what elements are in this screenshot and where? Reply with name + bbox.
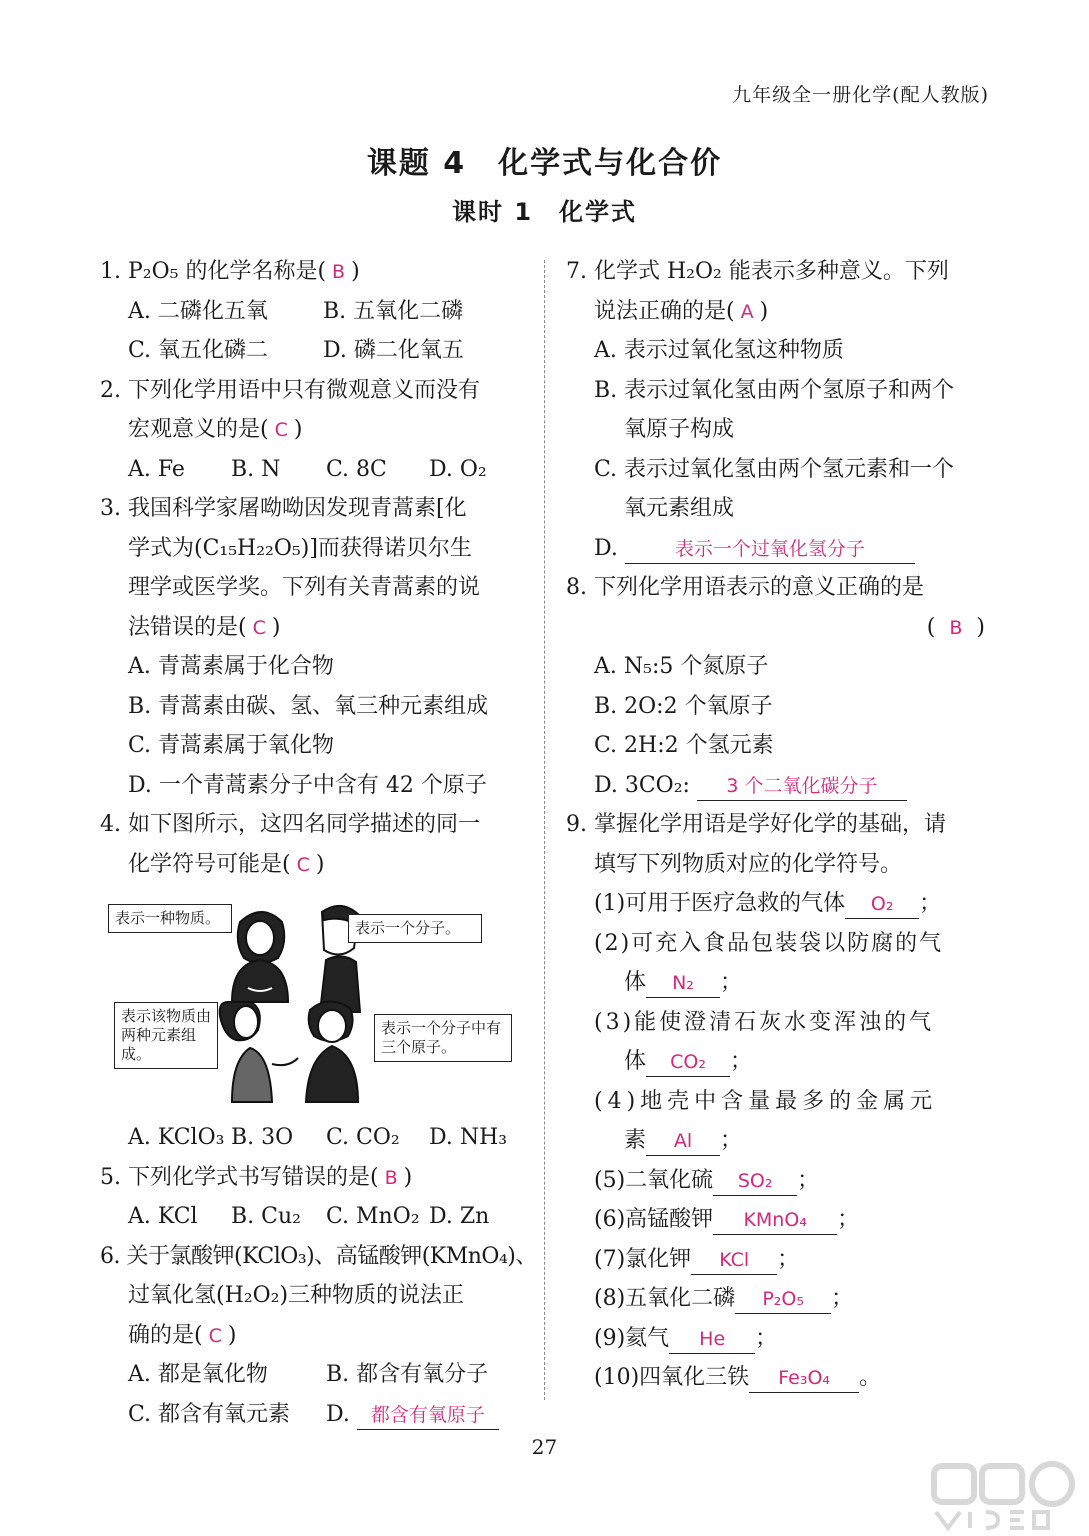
q2-stem-cont: 宏观意义的是( C )	[128, 417, 303, 442]
q3-stem-4: 法错误的是( C )	[128, 614, 281, 640]
q9-item-2-cont: 体 N₂ ；	[566, 963, 991, 1003]
q9-item-4-cont: 素 Al ；	[566, 1121, 991, 1161]
q6-options-cd: C. 都含有氧元素 D. 都含有氧原子	[100, 1395, 525, 1435]
q9-item-5: (5)二氧化硫 SO₂ ；	[566, 1161, 991, 1201]
q3-option-b: B. 青蒿素由碳、氢、氧三种元素组成	[128, 693, 489, 719]
q8-answer-line: ( B )	[926, 614, 985, 640]
left-column	[100, 252, 537, 1434]
q4-stem-cont: 化学符号可能是( C )	[128, 851, 325, 877]
speech-bubble-3: 表示该物质由两种元素组成。	[114, 1002, 218, 1069]
q1-options-cd: C. 氧五化磷二 D. 磷二化氧五	[128, 338, 464, 363]
q8-option-a: A. N₅:5 个氮原子	[594, 654, 769, 679]
q8-stem: 8. 下列化学用语表示的意义正确的是	[566, 575, 924, 600]
q6-stem-3: 确的是( C )	[128, 1322, 237, 1348]
q9-item-3-cont: 体 CO₂ ；	[566, 1042, 991, 1082]
q9-fill-1: O₂	[845, 890, 919, 919]
q2-stem: 2. 下列化学用语中只有微观意义而没有	[100, 377, 480, 403]
speech-bubble-4: 表示一个分子中有三个原子。	[374, 1014, 512, 1062]
q9-fill-6: KMnO₄	[713, 1206, 837, 1235]
q7-option-d: D. 表示一个过氧化氢分子	[566, 529, 991, 569]
q7-option-b: B. 表示过氧化氢由两个氢原子和两个	[594, 377, 955, 403]
q7-stem: 7. 化学式 H₂O₂ 能表示多种意义。下列	[566, 259, 949, 284]
q7-answer: A	[740, 300, 754, 323]
q5-options: A. KCl B. Cu₂ C. MnO₂ D. Zn	[128, 1204, 490, 1229]
q8-answer: B	[949, 616, 963, 639]
q7-option-c-cont: 氧元素组成	[624, 496, 735, 521]
q6-stem-2: 过氧化氢(H₂O₂)三种物质的说法正	[128, 1283, 465, 1308]
q9-fill-3: CO₂	[646, 1048, 730, 1077]
q9-fill-5: SO₂	[713, 1167, 797, 1196]
q9-item-7: (7)氯化钾 KCl ；	[566, 1240, 991, 1280]
q9-item-10: (10)四氧化三铁 Fe₃O₄ 。	[566, 1358, 991, 1398]
q9-item-8: (8)五氧化二磷 P₂O₅ ；	[566, 1279, 991, 1319]
q7-option-a: A. 表示过氧化氢这种物质	[594, 338, 844, 363]
q7-option-c: C. 表示过氧化氢由两个氢元素和一个	[594, 456, 955, 482]
q3-stem-2: 学式为(C₁₅H₂₂O₅)]而获得诺贝尔生	[128, 535, 472, 561]
q4-options: A. KClO₃ B. 3O C. CO₂ D. NH₃	[128, 1125, 508, 1150]
q7-d-fill: 表示一个过氧化氢分子	[625, 535, 915, 564]
q6-answer: C	[208, 1324, 222, 1347]
q9-item-3: (3)能使澄清石灰水变浑浊的气	[594, 1009, 935, 1035]
q8-option-b: B. 2O:2 个氧原子	[594, 693, 773, 719]
q8-option-c: C. 2H:2 个氢元素	[594, 733, 774, 758]
q9-fill-9: He	[669, 1325, 755, 1354]
q1-options-ab: A. 二磷化五氧 B. 五氧化二磷	[128, 298, 464, 324]
q8-option-d: D. 3CO₂: 3 个二氧化碳分子	[566, 766, 991, 806]
q9-item-4: (4)地壳中含量最多的金属元	[594, 1088, 938, 1114]
q8-d-fill: 3 个二氧化碳分子	[697, 772, 907, 801]
page-number: 27	[531, 1435, 558, 1459]
right-column	[566, 252, 991, 1398]
q3-option-a: A. 青蒿素属于化合物	[128, 654, 334, 679]
q9-fill-10: Fe₃O₄	[749, 1364, 859, 1393]
q4-answer: C	[296, 853, 310, 876]
q9-fill-4: Al	[646, 1127, 720, 1156]
q9-stem-cont: 填写下列物质对应的化学符号。	[594, 851, 903, 877]
q9-item-6: (6)高锰酸钾 KMnO₄ ；	[566, 1200, 991, 1240]
q5-stem: 5. 下列化学式书写错误的是( B )	[100, 1164, 413, 1190]
q3-option-c: C. 青蒿素属于氧化物	[128, 733, 335, 758]
q9-fill-7: KCl	[691, 1246, 777, 1275]
q9-item-2: (2)可充入食品包装袋以防腐的气	[594, 930, 944, 956]
q3-answer: C	[252, 616, 266, 639]
q2-answer: C	[274, 419, 288, 441]
q7-option-b-cont: 氧原子构成	[624, 417, 735, 442]
q9-item-1: (1)可用于医疗急救的气体 O₂ ；	[566, 884, 991, 924]
q6-options-ab: A. 都是氧化物 B. 都含有氧分子	[128, 1362, 489, 1387]
q7-stem-cont: 说法正确的是( A )	[594, 298, 769, 324]
page-header: 九年级全一册化学(配人教版)	[732, 84, 989, 106]
student-4	[306, 1001, 358, 1102]
q1-stem: 1. P₂O₅ 的化学名称是( B )	[100, 259, 360, 284]
q3-stem: 3. 我国科学家屠呦呦因发现青蒿素[化	[100, 496, 467, 521]
watermark-logo	[930, 1460, 1080, 1532]
q9-stem: 9. 掌握化学用语是学好化学的基础，请	[566, 812, 946, 837]
q9-fill-2: N₂	[646, 969, 720, 998]
q6-d-fill: 都含有氧原子	[357, 1401, 499, 1430]
q3-option-d: D. 一个青蒿素分子中含有 42 个原子	[128, 772, 487, 798]
q1-answer: B	[332, 261, 346, 283]
lesson-title: 课题 4 化学式与化合价	[366, 146, 723, 181]
q9-item-9: (9)氦气 He ；	[566, 1319, 991, 1359]
section-title: 课时 1 化学式	[451, 198, 638, 226]
q2-options: A. Fe B. N C. 8C D. O₂	[128, 456, 487, 482]
q3-stem-3: 理学或医学奖。下列有关青蒿素的说	[128, 575, 481, 600]
speech-bubble-2: 表示一个分子。	[348, 914, 482, 943]
q6-stem: 6. 关于氯酸钾(KClO₃)、高锰酸钾(KMnO₄)、	[100, 1243, 537, 1269]
students-illustration	[100, 892, 525, 1114]
q9-fill-8: P₂O₅	[735, 1285, 831, 1314]
student-1	[232, 912, 288, 1002]
column-divider	[544, 260, 545, 1400]
q4-stem: 4. 如下图所示，这四名同学描述的同一	[100, 812, 480, 837]
q5-answer: B	[384, 1166, 398, 1189]
speech-bubble-1: 表示一种物质。	[108, 904, 232, 933]
student-3	[220, 1002, 298, 1102]
